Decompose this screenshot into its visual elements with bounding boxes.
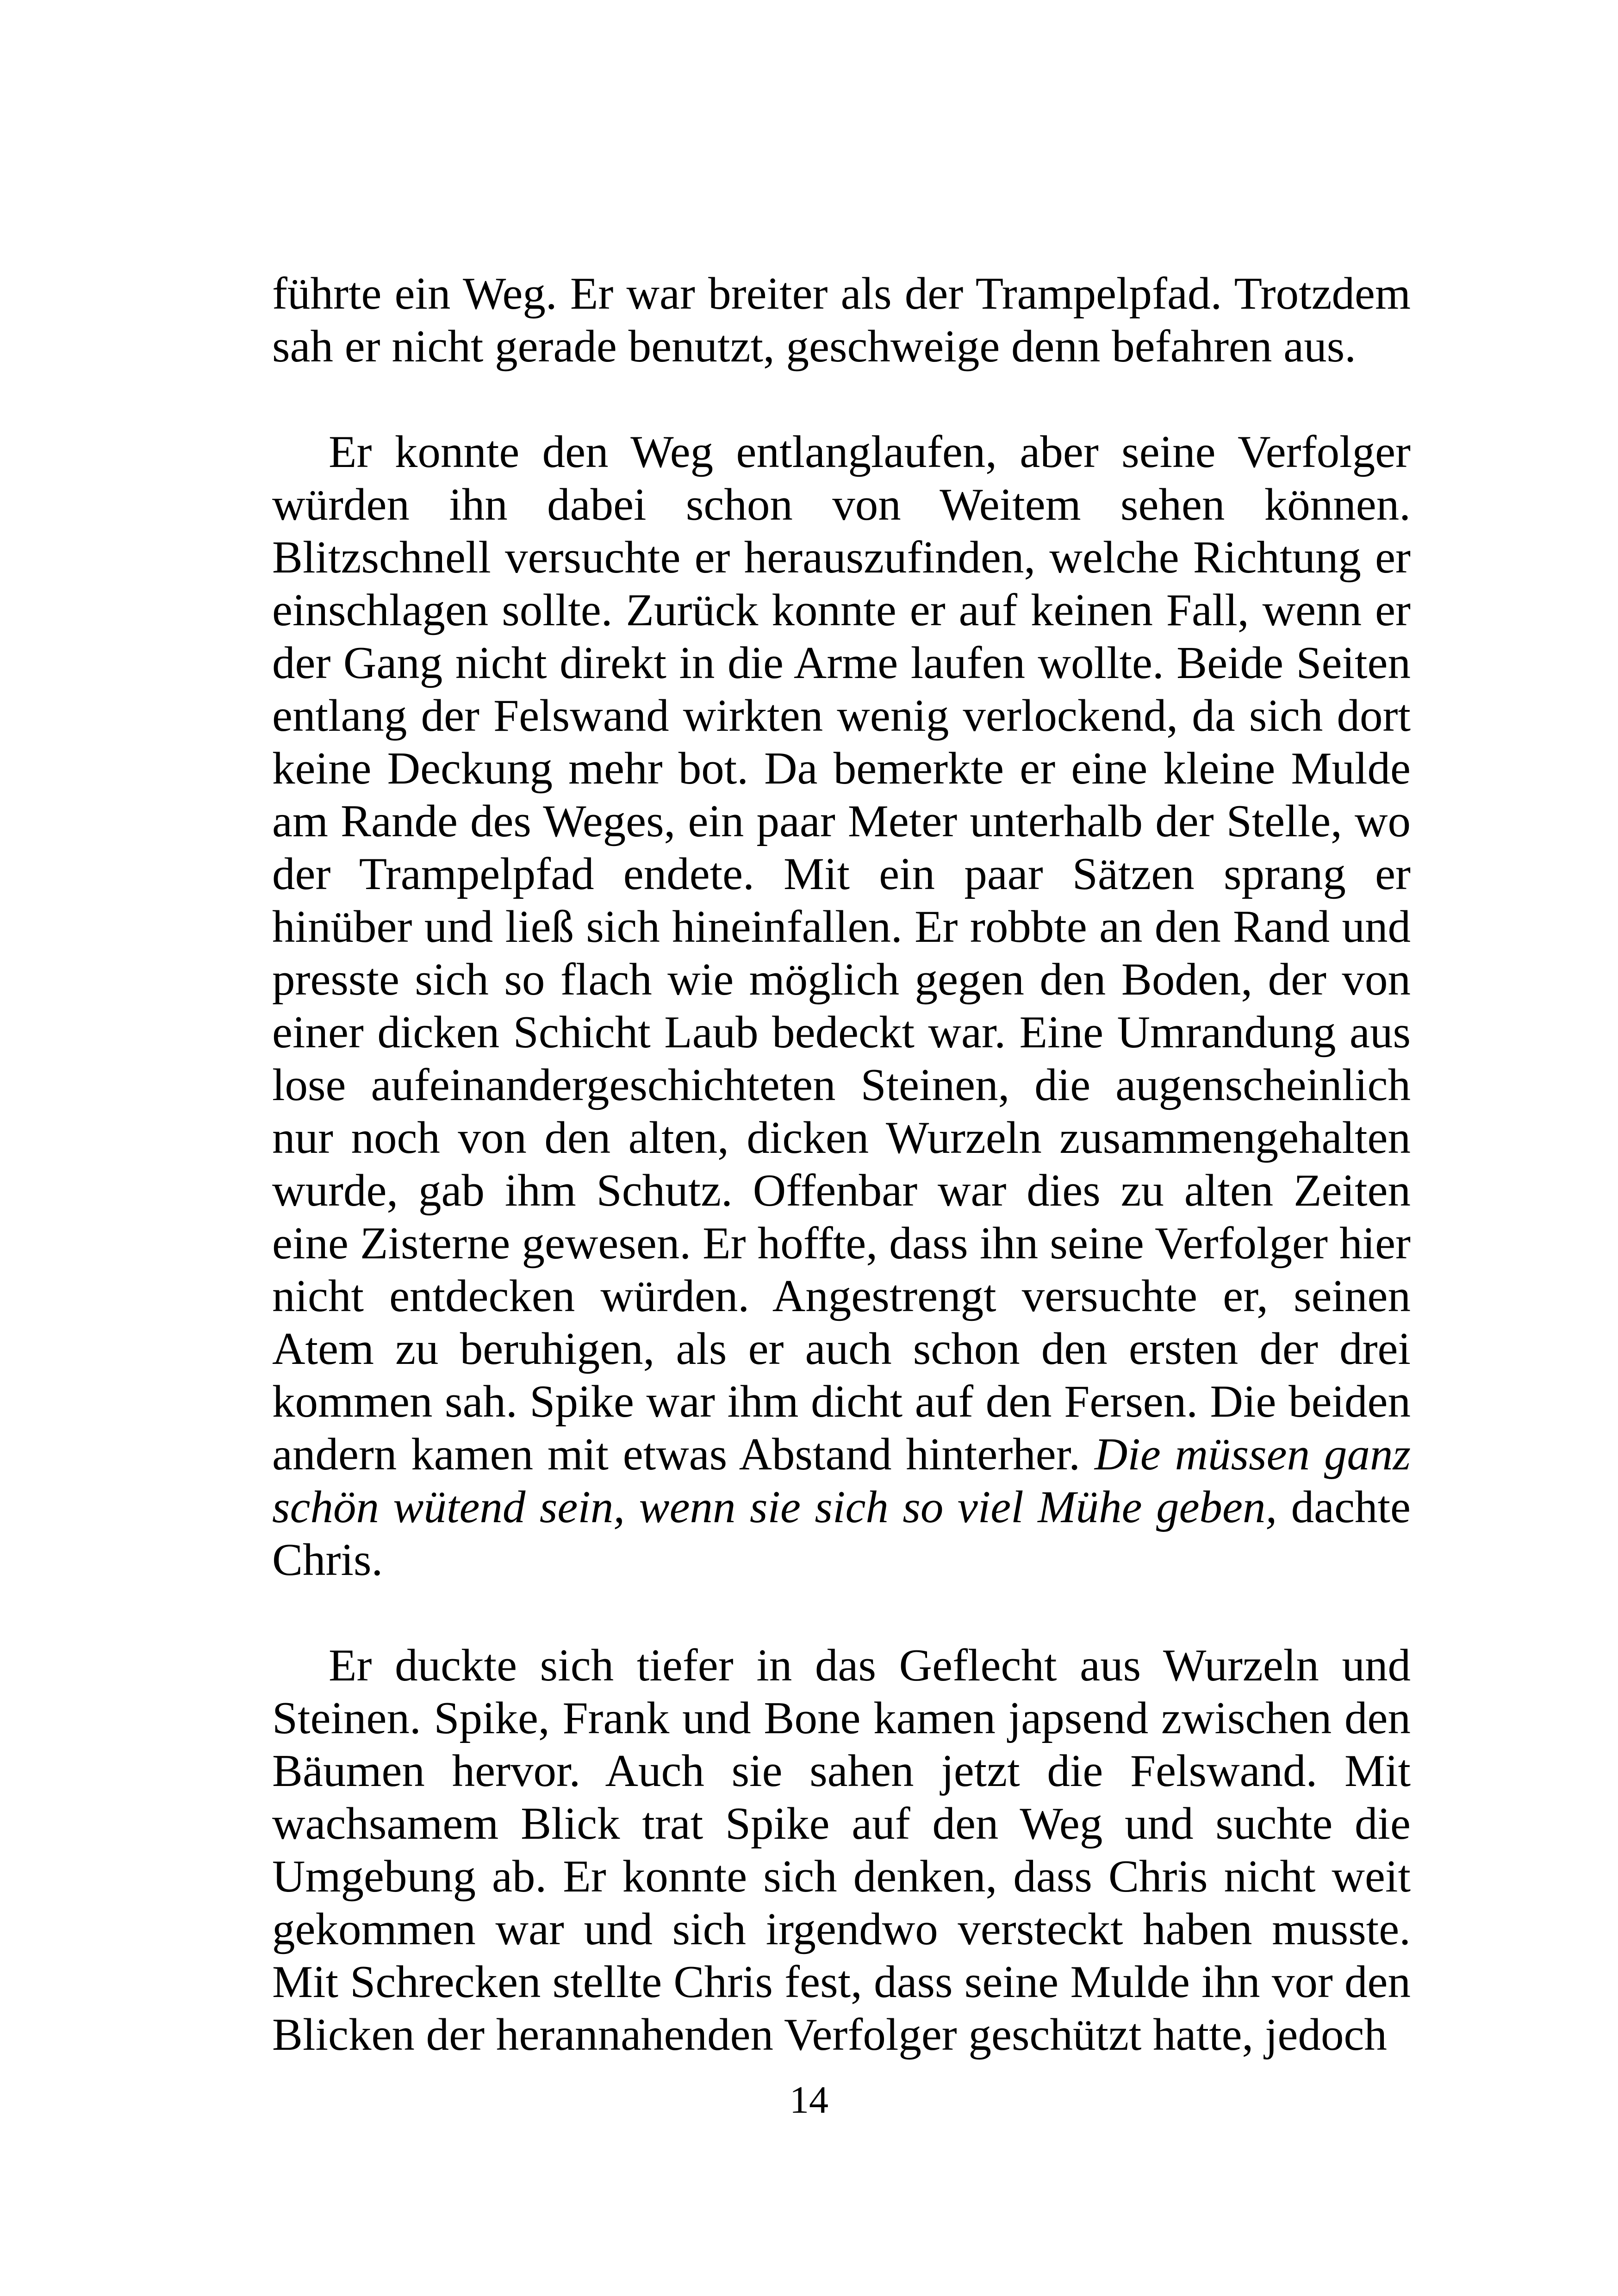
paragraph-text: Er konnte den Weg entlanglaufen, aber seine Verfolger würden ihn dabei schon von Weitem sehen können. Blitzschnell versuchte er herauszufinden, welche Richtung er einschlagen sollte. Zurück konnte er auf keinen Fall, wenn er der Gang nicht direkt in die Arme laufen wollte. Beide Seiten entlang der Felswand wirkten wenig verlockend, da sich dort keine Deckung mehr bot. Da bemerkte er eine kleine Mulde am Rande des Weges, ein paar Meter unterhalb der Stelle, wo der Trampelpfad endete. Mit ein paar Sätzen sprang er hinüber und ließ sich hineinfallen. Er robbte an den Rand und presste sich so flach wie möglich gegen den Boden, der von einer dicken Schicht Laub bedeckt war. Eine Umrandung aus lose aufeinandergeschichteten Steinen, die augenscheinlich nur noch von den alten, dicken Wurzeln zusammengehalten wurde, gab ihm Schutz. Offenbar war dies zu alten Zeiten eine Zisterne gewesen. Er hoffte, dass ihn seine Verfolger hier nicht entdecken würden. Angestrengt versuchte er, seinen Atem zu beruhigen, als er auch schon den ersten der drei kommen sah. Spike war ihm dicht auf den Fersen. Die beiden andern kamen mit etwas Abstand hinterher. — [272, 427, 1411, 1480]
paragraph-text: führte ein Weg. Er war breiter als der Trampelpfad. Trotzdem sah er nicht gerade benutzt, geschweige denn befahren aus. — [272, 268, 1411, 372]
paragraph-text: Er duckte sich tiefer in das Geflecht aus Wurzeln und Steinen. Spike, Frank und Bone kamen japsend zwischen den Bäumen hervor. Auch sie sahen jetzt die Felswand. Mit wachsamem Blick trat Spike auf den Weg und suchte die Umgebung ab. Er konnte sich denken, dass Chris nicht weit gekommen war und sich irgendwo versteckt haben musste. Mit Schrecken stellte Chris fest, dass seine Mulde ihn vor den Blicken der herannahenden Verfolger geschützt hatte, jedoch — [272, 1640, 1411, 2060]
body-text — [272, 268, 1411, 2061]
italic-thought: Die müssen ganz schön wütend sein, wenn sie sich so viel Mühe geben, — [272, 1429, 1411, 1532]
paragraph-hiding — [272, 426, 1411, 1587]
paragraph-text: dachte Chris. — [272, 1482, 1411, 1585]
page-number: 14 — [790, 2078, 828, 2122]
paragraph-continuation — [272, 268, 1411, 373]
paragraph-pursuers — [272, 1639, 1411, 2061]
